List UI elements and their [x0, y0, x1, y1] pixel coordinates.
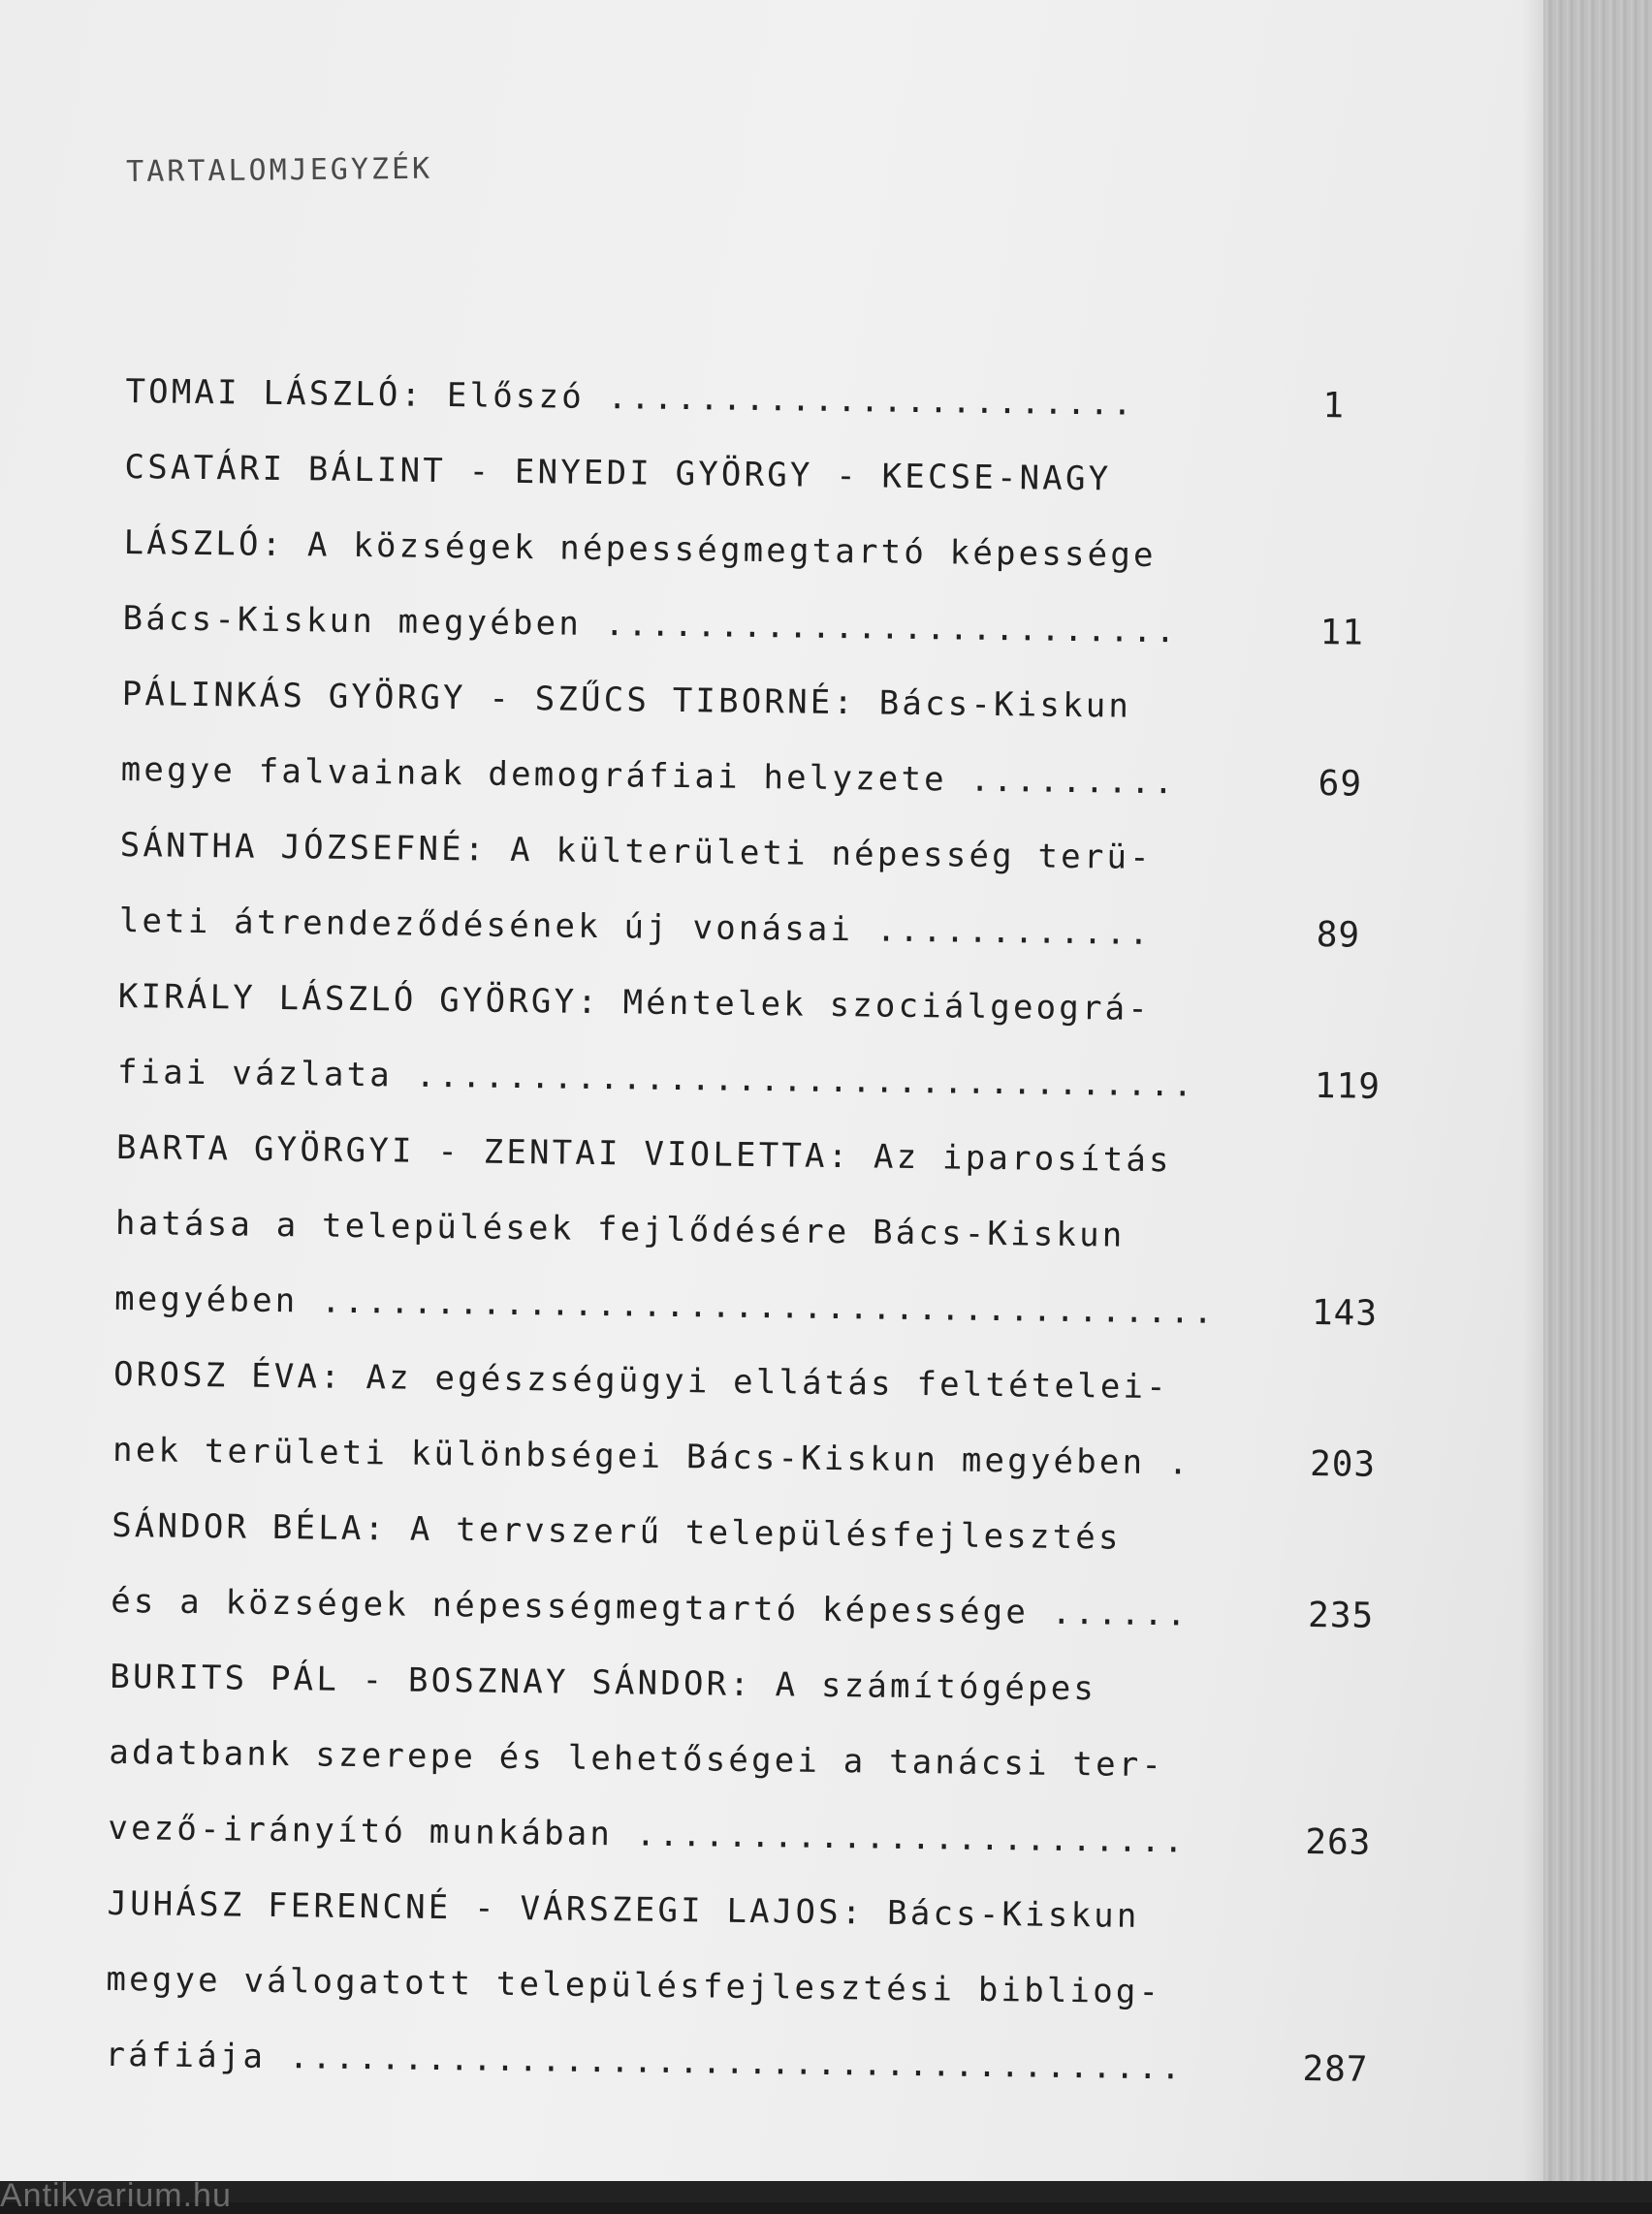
toc-entry-text: ráfiája ....................................... [105, 2035, 1185, 2088]
toc-entry-text: KIRÁLY LÁSZLÓ GYÖRGY: Méntelek szociálgeográ- [117, 976, 1152, 1028]
toc-entry-text: Bács-Kiskun megyében ......................... [122, 598, 1179, 651]
book-page-edges [1543, 0, 1652, 2193]
watermark: Antikvarium.hu [0, 2177, 232, 2214]
toc-page-number: 1 [1322, 386, 1346, 427]
toc-entry-text: BARTA GYÖRGYI - ZENTAI VIOLETTA: Az iparosítás [115, 1127, 1172, 1181]
toc-entry-text: TOMAI LÁSZLÓ: Előszó ....................... [125, 371, 1136, 424]
toc-entry-text: SÁNTHA JÓZSEFNÉ: A külterületi népesség terü- [119, 825, 1154, 877]
toc-entry-text: és a községek népességmegtartó képessége ...... [111, 1581, 1190, 1634]
toc-entry-text: hatása a települések fejlődésére Bács-Kiskun [114, 1203, 1126, 1255]
toc-page-number: 263 [1305, 1821, 1372, 1863]
toc-entry-text: megye falvainak demográfiai helyzete ......... [120, 749, 1177, 803]
toc-entry-line [105, 2017, 1405, 2108]
toc-entry-text: OROSZ ÉVA: Az egészségügyi ellátás feltételei- [112, 1354, 1170, 1407]
toc-page-number: 69 [1318, 764, 1363, 805]
toc-entry-text: BURITS PÁL - BOSZNAY SÁNDOR: A számítógépes [110, 1657, 1097, 1709]
toc-page-number: 203 [1309, 1444, 1377, 1485]
toc-entry-text: megyében ....................................... [113, 1279, 1217, 1332]
toc-page-number: 235 [1307, 1595, 1375, 1636]
bottom-strip [0, 2181, 1652, 2202]
toc-entry-text: SÁNDOR BÉLA: A tervszerű településfejlesztés [111, 1505, 1122, 1558]
toc-heading: TARTALOMJEGYZÉK [126, 151, 433, 189]
toc-entry-text: nek területi különbségei Bács-Kiskun megyében . [111, 1430, 1191, 1483]
toc-page-number: 143 [1311, 1293, 1379, 1334]
page-edge-shadow [1522, 0, 1543, 2193]
toc-entry-text: JUHÁSZ FERENCNÉ - VÁRSZEGI LAJOS: Bács-Kiskun [107, 1883, 1140, 1936]
toc-entry-text: PÁLINKÁS GYÖRGY - SZŰCS TIBORNÉ: Bács-Kiskun [121, 674, 1132, 726]
toc-page-number: 287 [1302, 2048, 1369, 2090]
toc-page-number: 11 [1319, 613, 1365, 653]
toc-entry-text: vező-irányító munkában ........................ [108, 1808, 1188, 1861]
toc-page-number: 89 [1316, 915, 1361, 956]
toc-entry-text: adatbank szerepe és lehetőségei a tanácsi ter- [109, 1732, 1165, 1786]
toc-page-number: 119 [1314, 1066, 1382, 1107]
toc-entry-text: fiai vázlata .................................. [116, 1052, 1196, 1105]
toc-entry-text: CSATÁRI BÁLINT - ENYEDI GYÖRGY - KECSE-NAGY [124, 447, 1112, 499]
toc-entry-text: leti átrendeződésének új vonásai ............ [118, 901, 1153, 953]
table-of-contents [105, 354, 1425, 2108]
toc-entry-text: megye válogatott településfejlesztési bibliog- [106, 1959, 1162, 2012]
toc-entry-text: LÁSZLÓ: A községek népességmegtartó képessége [123, 522, 1157, 575]
